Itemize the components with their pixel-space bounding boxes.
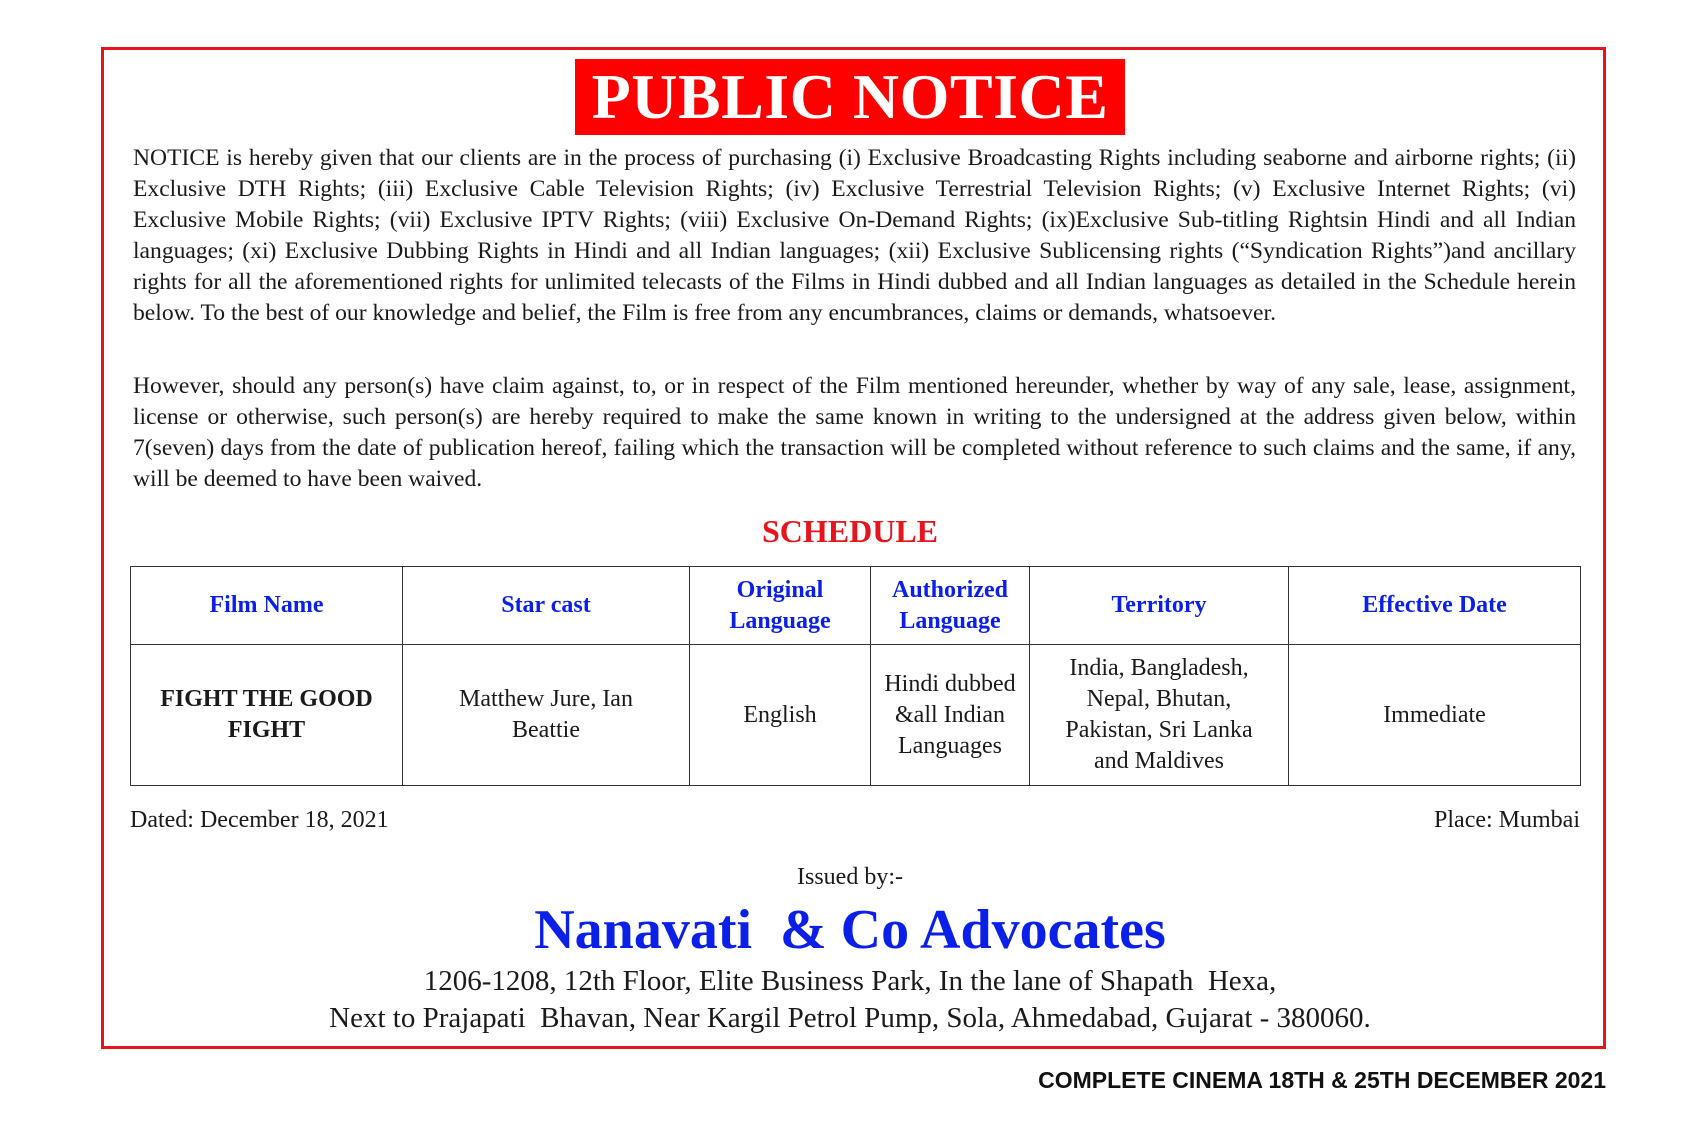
title-container [0,59,1700,135]
column-header-territory: Territory [1030,567,1289,645]
column-header-effective-date: Effective Date [1289,567,1581,645]
cell-original-language: English [690,645,871,786]
cell-film-name: FIGHT THE GOOD FIGHT [131,645,403,786]
place-text: Place: Mumbai [1434,807,1580,833]
table-header-row [131,567,1581,645]
schedule-table [130,566,1581,786]
address-line-1: 1206-1208, 12th Floor, Elite Business Park, In the lane of Shapath Hexa, [423,965,1277,997]
cell-authorized-language: Hindi dubbed &all Indian Languages [871,645,1030,786]
issued-by-label: Issued by:- [797,864,903,890]
schedule-heading: SCHEDULE [761,513,939,549]
notice-paragraph-1: NOTICE is hereby given that our clients are in the process of purchasing (i) Exclusive Broadcasting Rights including seaborne and airborne rights; (ii) Exclusive DTH Rights; (iii) Exclusive Cable Television Rights; (iv) Exclusive Terrestrial Television Rights; (v) Exclusive Internet Rights; (vi) Exclusive Mobile Rights; (vii) Exclusive IPTV Rights; (viii) Exclusive On-Demand Rights; (ix)Exclusive Sub-titling Rightsin Hindi and all Indian languages; (xi) Exclusive Dubbing Rights in Hindi and all Indian languages; (xii) Exclusive Sublicensing rights (“Syndication Rights”)and ancillary rights for all the aforementioned rights for unlimited telecasts of the Films in Hindi dubbed and all Indian languages as detailed in the Schedule herein below. To the best of our knowledge and belief, the Film is free from any encumbrances, claims or demands, whatsoever. [133,145,1576,326]
column-header-authorized-language: Authorized Language [871,567,1030,645]
cell-star-cast: Matthew Jure, Ian Beattie [403,645,690,786]
publication-footer: COMPLETE CINEMA 18TH & 25TH DECEMBER 2021 [1038,1067,1606,1093]
dated-text: Dated: December 18, 2021 [130,807,389,833]
firm-name: Nanavati & Co Advocates [534,899,1166,961]
address-line-2: Next to Prajapati Bhavan, Near Kargil Petrol Pump, Sola, Ahmedabad, Gujarat - 380060. [329,1002,1371,1034]
cell-effective-date: Immediate [1289,645,1581,786]
column-header-star-cast: Star cast [403,567,690,645]
column-header-film-name: Film Name [131,567,403,645]
page-title: PUBLIC NOTICE [575,59,1126,135]
column-header-original-language: Original Language [690,567,871,645]
notice-paragraph-2: However, should any person(s) have claim against, to, or in respect of the Film mentioned hereunder, whether by way of any sale, lease, assignment, license or otherwise, such person(s) are hereby required to make the same known in writing to the undersigned at the address given below, within 7(seven) days from the date of publication hereof, failing which the transaction will be completed without reference to such claims and the same, if any, will be deemed to have been waived. [133,373,1576,492]
table-row [131,645,1581,786]
cell-territory: India, Bangladesh, Nepal, Bhutan, Pakistan, Sri Lanka and Maldives [1030,645,1289,786]
